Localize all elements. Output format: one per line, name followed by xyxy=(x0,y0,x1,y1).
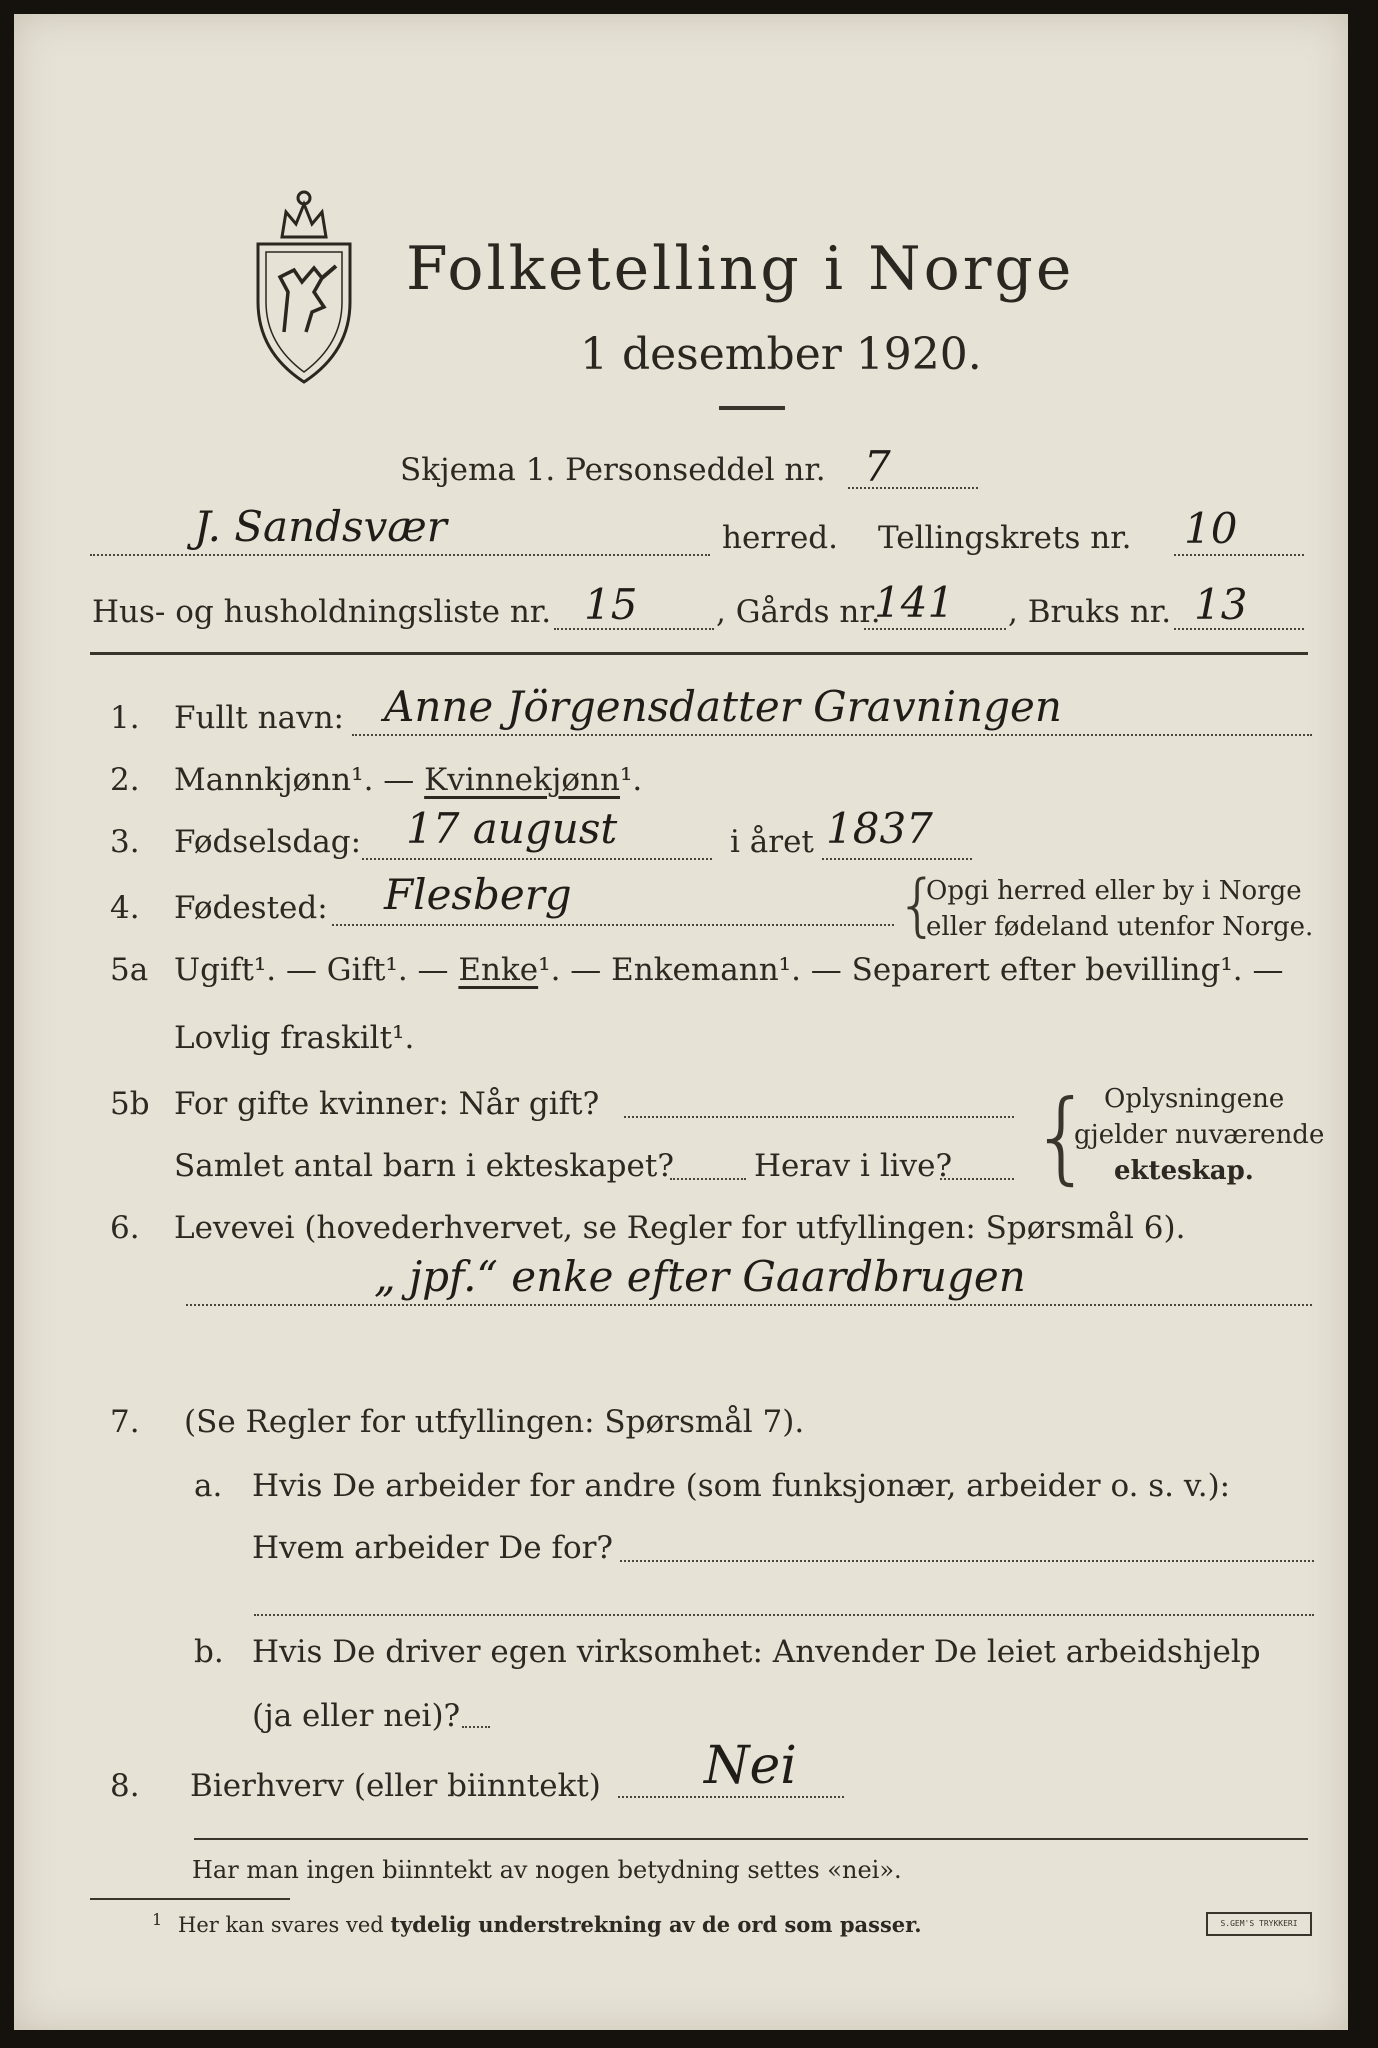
q1-line xyxy=(352,734,1312,736)
personseddel-value[interactable]: 7 xyxy=(864,442,891,491)
tellingskrets-value[interactable]: 10 xyxy=(1184,504,1238,553)
q5a-number: 5a xyxy=(110,952,149,988)
q5b-note-line3: ekteskap. xyxy=(1114,1156,1254,1186)
q5b-children-line[interactable] xyxy=(670,1178,746,1180)
schema-label: Skjema 1. Personseddel nr. xyxy=(400,452,826,488)
q6-label: Levevei (hovederhvervet, se Regler for utfyllingen: Spørsmål 6). xyxy=(174,1210,1186,1246)
q2-footmark: ¹. xyxy=(620,762,643,798)
side-income-value[interactable]: Nei xyxy=(704,1736,797,1796)
q8-label: Bierhverv (eller biinntekt) xyxy=(190,1768,601,1804)
q5b-note-line2: gjelder nuværende xyxy=(1074,1120,1325,1150)
q7b-answer-line[interactable] xyxy=(462,1726,490,1728)
herred-label: herred. xyxy=(722,520,838,556)
option-ugift-gift[interactable]: Ugift¹. — Gift¹. — xyxy=(174,952,459,988)
form-date: 1 desember 1920. xyxy=(580,329,982,380)
footnote-text-a: Her kan svares ved xyxy=(178,1913,391,1937)
q3-year-label: i året xyxy=(730,824,814,860)
q6-number: 6. xyxy=(110,1210,140,1246)
q7a-line1: Hvis De arbeider for andre (som funksjonær, arbeider o. s. v.): xyxy=(252,1468,1231,1504)
birth-date-value[interactable]: 17 august xyxy=(406,804,618,853)
census-form-page xyxy=(14,14,1348,2030)
q5b-note-line1: Oplysningene xyxy=(1104,1084,1285,1114)
option-lovlig-fraskilt[interactable]: Lovlig fraskilt¹. xyxy=(174,1020,415,1056)
hus-value[interactable]: 15 xyxy=(584,580,638,629)
gards-line xyxy=(864,628,1006,630)
footnote-mark: 1 xyxy=(152,1910,163,1929)
q4-label: Fødested: xyxy=(174,890,328,926)
tellingskrets-label: Tellingskrets nr. xyxy=(878,520,1132,556)
printer-stamp: S.GEM'S TRYKKERI xyxy=(1206,1912,1312,1936)
herred-value[interactable]: J. Sandsvær xyxy=(194,502,447,551)
title-divider xyxy=(719,406,785,410)
q3-number: 3. xyxy=(110,824,140,860)
option-enkemann-separert[interactable]: ¹. — Enkemann¹. — Separert efter bevilling¹. — xyxy=(538,952,1284,988)
q4-number: 4. xyxy=(110,890,140,926)
footnote-text-b: tydelig understrekning av de ord som passer. xyxy=(390,1912,922,1937)
section-divider xyxy=(90,652,1308,655)
q8-line xyxy=(618,1796,844,1798)
q5b-married-line[interactable] xyxy=(624,1116,1014,1118)
q4-line xyxy=(332,924,894,926)
q7a-letter: a. xyxy=(194,1468,223,1504)
q5b-children-label: Samlet antal barn i ekteskapet? xyxy=(174,1148,674,1184)
form-title: Folketelling i Norge xyxy=(406,234,1075,304)
q3-date-line xyxy=(362,858,712,860)
occupation-value[interactable]: „ jpf.“ enke efter Gaardbrugen xyxy=(374,1252,1026,1301)
q3-label: Fødselsdag: xyxy=(174,824,362,860)
q5b-alive-label: Herav i live? xyxy=(754,1148,953,1184)
q7a-line2: Hvem arbeider De for? xyxy=(252,1530,614,1566)
option-enke-selected[interactable]: Enke xyxy=(458,952,539,988)
q7a-employer-line[interactable] xyxy=(620,1560,1314,1562)
q3-year-line xyxy=(822,858,972,860)
bruks-value[interactable]: 13 xyxy=(1194,580,1248,629)
q7b-line1: Hvis De driver egen virksomhet: Anvender De leiet arbeidshjelp xyxy=(252,1634,1261,1670)
footer-note: Har man ingen biinntekt av nogen betydning settes «nei». xyxy=(192,1856,902,1884)
q7-label: (Se Regler for utfyllingen: Spørsmål 7). xyxy=(184,1404,805,1440)
gards-label: , Gårds nr. xyxy=(716,594,881,630)
footnote-divider xyxy=(90,1898,290,1900)
bruks-label: , Bruks nr. xyxy=(1008,594,1172,630)
tellingskrets-line xyxy=(1174,554,1304,556)
q2-number: 2. xyxy=(110,762,140,798)
herred-line xyxy=(90,554,710,556)
birth-year-value[interactable]: 1837 xyxy=(826,804,933,853)
footnote-text xyxy=(178,1912,922,1937)
q2-options xyxy=(174,762,642,798)
q4-note-line1: Opgi herred eller by i Norge xyxy=(926,876,1302,906)
coat-of-arms-icon xyxy=(244,182,364,392)
q6-line xyxy=(186,1304,1312,1306)
q7b-line2: (ja eller nei)? xyxy=(252,1698,461,1734)
footer-divider xyxy=(194,1838,1308,1840)
gards-value[interactable]: 141 xyxy=(874,578,955,627)
option-mannkjonn[interactable]: Mannkjønn¹. — xyxy=(174,762,425,798)
q8-number: 8. xyxy=(110,1768,140,1804)
q5b-alive-line[interactable] xyxy=(940,1178,1014,1180)
full-name-value[interactable]: Anne Jörgensdatter Gravningen xyxy=(384,682,1062,731)
q5b-line1: For gifte kvinner: Når gift? xyxy=(174,1086,600,1122)
q5a-options xyxy=(174,952,1283,988)
hus-label: Hus- og husholdningsliste nr. xyxy=(92,594,552,630)
q7b-letter: b. xyxy=(194,1634,224,1670)
q4-brace: { xyxy=(896,866,940,945)
q7-number: 7. xyxy=(110,1404,140,1440)
q7a-extra-line[interactable] xyxy=(254,1614,1314,1616)
option-kvinnekjonn-selected[interactable]: Kvinnekjønn xyxy=(424,762,620,798)
q5b-brace: { xyxy=(1030,1078,1094,1195)
q1-label: Fullt navn: xyxy=(174,700,344,736)
q1-number: 1. xyxy=(110,700,140,736)
q5b-number: 5b xyxy=(110,1086,150,1122)
birthplace-value[interactable]: Flesberg xyxy=(384,870,572,919)
q4-note-line2: eller fødeland utenfor Norge. xyxy=(926,912,1314,942)
